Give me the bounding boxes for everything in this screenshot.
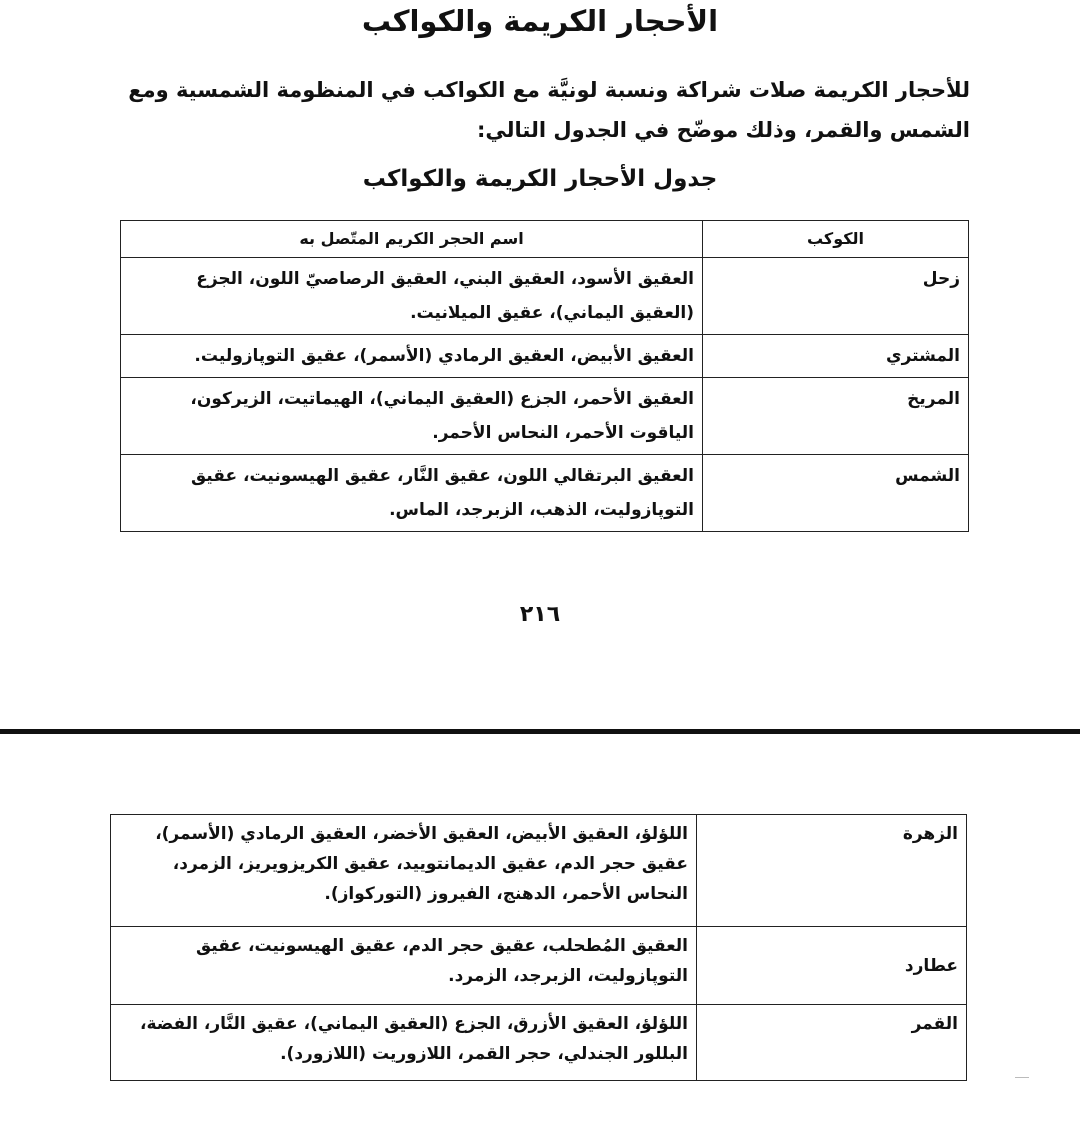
stones-cell: اللؤلؤ، العقيق الأبيض، العقيق الأخضر، العقيق الرمادي (الأسمر)، عقيق حجر الدم، عقيق الديمانتوييد، عقيق الكريزويريز، الزمرد، النحاس الأحمر، الدهنج، الفيروز (التوركواز). (111, 815, 697, 927)
planet-cell: زحل (703, 258, 969, 335)
header-planet: الكوكب (703, 221, 969, 258)
gemstones-table-part-2 (110, 814, 967, 1081)
table-row (111, 1005, 967, 1081)
planet-cell: الشمس (703, 455, 969, 532)
table-row (121, 455, 969, 532)
stones-cell: العقيق الأبيض، العقيق الرمادي (الأسمر)، عقيق التوپازوليت. (121, 335, 703, 378)
page-number: ٢١٦ (519, 602, 561, 627)
table-header-row (121, 221, 969, 258)
table-row (111, 927, 967, 1005)
stones-cell: العقيق الأحمر، الجزع (العقيق اليماني)، الهيماتيت، الزيركون، الياقوت الأحمر، النحاس الأحمر. (121, 378, 703, 455)
page-title: الأحجار الكريمة والكواكب (361, 4, 719, 38)
planet-cell: القمر (697, 1005, 967, 1081)
page-divider (0, 729, 1080, 734)
scan-speck (1015, 1077, 1029, 1078)
table-caption: جدول الأحجار الكريمة والكواكب (362, 166, 718, 192)
intro-line-2: الشمس والقمر، وذلك موضّح في الجدول التالي: (476, 118, 970, 142)
table-row (121, 378, 969, 455)
gemstones-table-part-1 (120, 220, 969, 532)
table-row (111, 815, 967, 927)
planet-cell: المريخ (703, 378, 969, 455)
stones-cell: العقيق الأسود، العقيق البني، العقيق الرصاصيّ اللون، الجزع (العقيق اليماني)، عقيق الميلانيت. (121, 258, 703, 335)
stones-cell: العقيق المُطحلب، عقيق حجر الدم، عقيق الهيسونيت، عقيق التوپازوليت، الزبرجد، الزمرد. (111, 927, 697, 1005)
table-row (121, 335, 969, 378)
header-stone-name: اسم الحجر الكريم المتّصل به (121, 221, 703, 258)
planet-cell: الزهرة (697, 815, 967, 927)
table-row (121, 258, 969, 335)
intro-paragraph (110, 70, 970, 150)
planet-cell: عطارد (697, 927, 967, 1005)
stones-cell: اللؤلؤ، العقيق الأزرق، الجزع (العقيق اليماني)، عقيق النَّار، الفضة، البللور الجندلي، حجر القمر، اللازوريت (اللازورد). (111, 1005, 697, 1081)
intro-line-1: للأحجار الكريمة صلات شراكة ونسبة لونيَّة مع الكواكب في المنظومة الشمسية ومع (128, 78, 970, 102)
planet-cell: المشتري (703, 335, 969, 378)
stones-cell: العقيق البرتقالي اللون، عقيق النَّار، عقيق الهيسونيت، عقيق التوپازوليت، الذهب، الزبرجد، الماس. (121, 455, 703, 532)
